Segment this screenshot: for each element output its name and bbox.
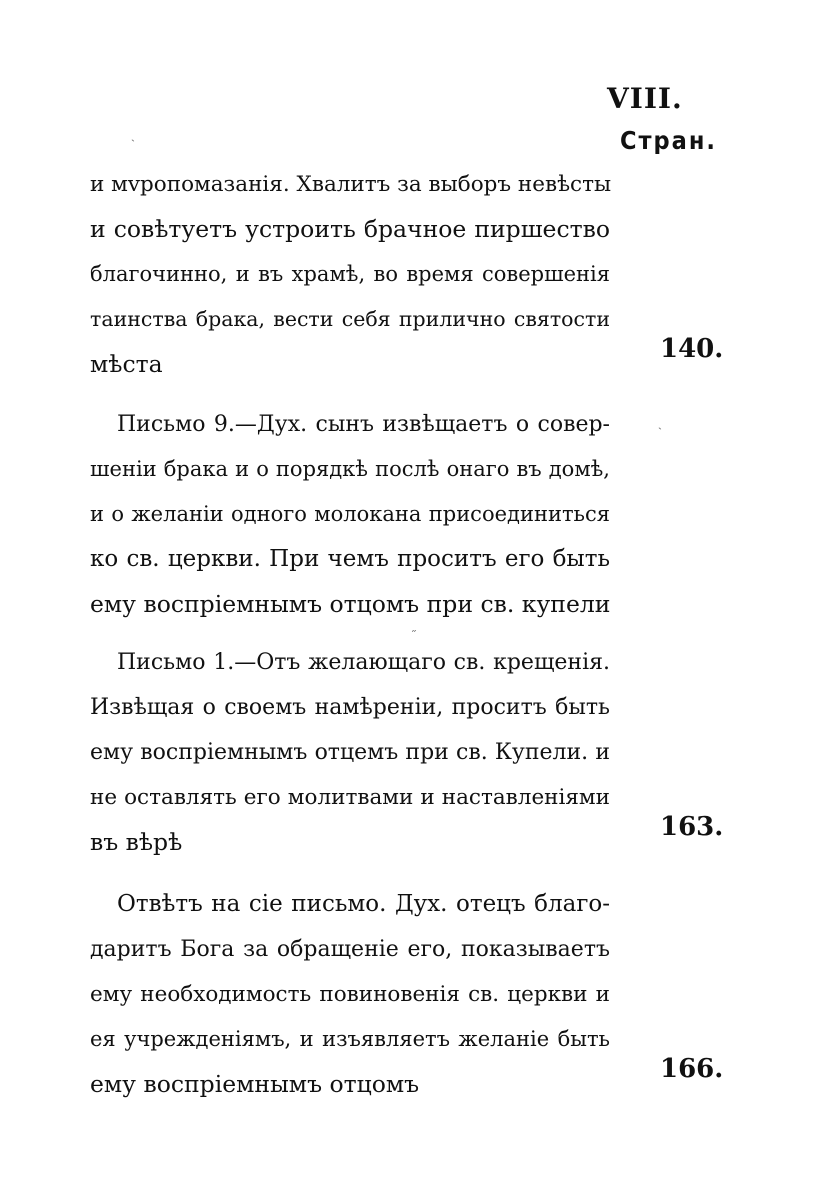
entry-line: и совѣтуетъ устроить брачное пиршество <box>90 215 610 243</box>
entry-line: шеніи брака и о порядкѣ послѣ онаго въ домѣ, <box>90 457 610 481</box>
entry-line: и о желаніи одного молокана присоединиться <box>90 502 610 526</box>
page-column-label: Стран. <box>620 126 717 155</box>
entry-line: даритъ Бога за обращеніе его, показываетъ <box>90 937 610 962</box>
entry-line: Отвѣтъ на сіе письмо. Дух. отецъ благо- <box>117 891 610 917</box>
entry-line: ея учрежденіямъ, и изъявляетъ желаніе быть <box>90 1027 610 1051</box>
scan-speck: ˎ <box>658 416 662 430</box>
toc-entry-4 <box>90 882 610 1107</box>
entry-line: ему воспріемнымъ отцомъ при св. купели <box>90 590 611 618</box>
entry-line: мѣста <box>90 350 163 378</box>
entry-line: ему необходимость повиновенія св. церкви и <box>90 982 610 1007</box>
entry-line: ко св. церкви. При чемъ проситъ его быть <box>90 546 610 572</box>
toc-page-number-1: 140. <box>660 334 724 364</box>
toc-page-number-3: 163. <box>660 812 724 842</box>
entry-line: Письмо 1.—Отъ желающаго св. крещенія. <box>117 650 610 675</box>
entry-line: ему воспріемнымъ отцемъ при св. Купели. и <box>90 740 610 765</box>
scan-speck: ˶ <box>412 622 416 636</box>
entry-line: и мvропомазанія. Хвалитъ за выборъ невѣсты <box>90 172 612 197</box>
entry-line: Письмо 9.—Дух. сынъ извѣщаетъ о совер- <box>117 412 610 437</box>
entry-line: въ вѣрѣ <box>90 828 183 856</box>
page-roman-numeral: VIII. <box>607 82 683 115</box>
entry-line: таинства брака, вести себя прилично святости <box>90 307 610 331</box>
toc-page-number-4: 166. <box>660 1054 724 1084</box>
entry-line: Извѣщая о своемъ намѣреніи, проситъ быть <box>90 695 610 720</box>
entry-line: ему воспріемнымъ отцомъ <box>90 1070 420 1098</box>
toc-entry-1 <box>90 162 610 387</box>
toc-entry-3 <box>90 640 610 865</box>
entry-line: благочинно, и въ храмѣ, во время совершенія <box>90 262 610 286</box>
scan-speck: ˎ <box>131 128 135 142</box>
entry-line: не оставлять его молитвами и наставленіями <box>90 785 610 810</box>
toc-entry-2 <box>90 402 610 627</box>
